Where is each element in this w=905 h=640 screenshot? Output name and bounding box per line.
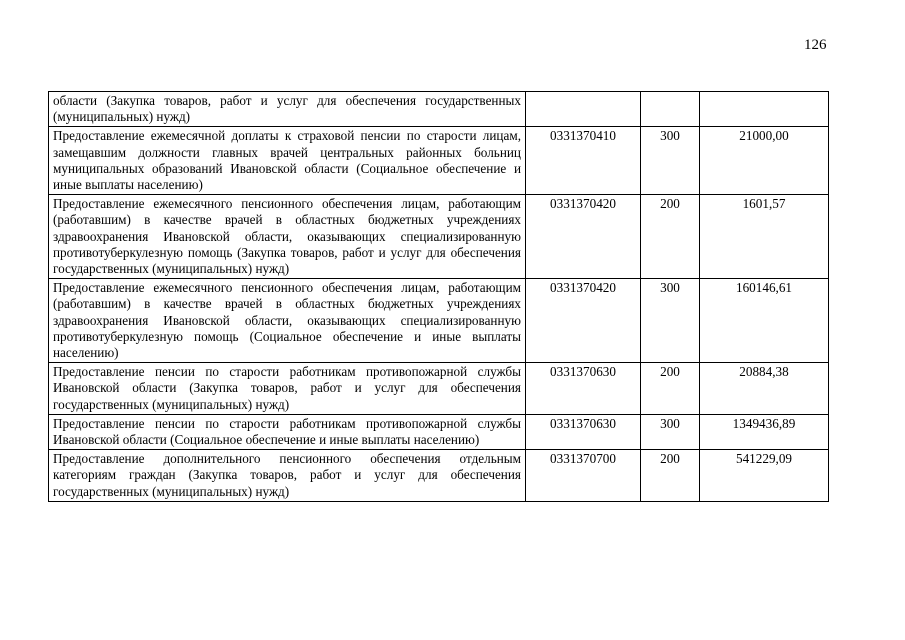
target-code-cell: 0331370410 (526, 127, 641, 195)
expense-name-cell: Предоставление ежемесячного пенсионного обеспечения лицам, работающим (работавшим) в качестве врачей в областных бюджетных учреждениях здравоохранения Ивановской области, оказывающих специализированную противотуберкулезную помощь (Закупка товаров, работ и услуг для обеспечения государственных (муниципальных) нужд) (49, 195, 526, 279)
target-code-cell: 0331370700 (526, 450, 641, 502)
expense-name-cell: Предоставление пенсии по старости работникам противопожарной службы Ивановской области (Социальное обеспечение и иные выплаты населению) (49, 414, 526, 449)
expense-type-cell (641, 92, 700, 127)
amount-cell: 541229,09 (700, 450, 829, 502)
target-code-cell: 0331370420 (526, 279, 641, 363)
amount-cell: 1349436,89 (700, 414, 829, 449)
target-code-cell: 0331370420 (526, 195, 641, 279)
amount-cell (700, 92, 829, 127)
expense-type-cell: 200 (641, 363, 700, 415)
expense-type-cell: 200 (641, 450, 700, 502)
target-code-cell: 0331370630 (526, 363, 641, 415)
amount-cell: 160146,61 (700, 279, 829, 363)
expense-type-cell: 300 (641, 414, 700, 449)
table-row (49, 195, 829, 279)
amount-cell: 20884,38 (700, 363, 829, 415)
table-row (49, 127, 829, 195)
expense-name-cell: Предоставление дополнительного пенсионного обеспечения отдельным категориям граждан (Закупка товаров, работ и услуг для обеспечения государственных (муниципальных) нужд) (49, 450, 526, 502)
budget-table-body (49, 92, 829, 502)
expense-name-cell: области (Закупка товаров, работ и услуг для обеспечения государственных (муниципальных) нужд) (49, 92, 526, 127)
expense-type-cell: 300 (641, 127, 700, 195)
table-row (49, 279, 829, 363)
amount-cell: 1601,57 (700, 195, 829, 279)
table-row (49, 92, 829, 127)
expense-type-cell: 300 (641, 279, 700, 363)
expense-name-cell: Предоставление ежемесячной доплаты к страховой пенсии по старости лицам, замещавшим должности главных врачей центральных районных больниц муниципальных образований Ивановской области (Социальное обеспечение и иные выплаты населению) (49, 127, 526, 195)
budget-table (48, 91, 829, 502)
expense-type-cell: 200 (641, 195, 700, 279)
table-row (49, 450, 829, 502)
table-row (49, 363, 829, 415)
amount-cell: 21000,00 (700, 127, 829, 195)
target-code-cell: 0331370630 (526, 414, 641, 449)
expense-name-cell: Предоставление ежемесячного пенсионного обеспечения лицам, работающим (работавшим) в качестве врачей в областных бюджетных учреждениях здравоохранения Ивановской области, оказывающих специализированную противотуберкулезную помощь (Социальное обеспечение и иные выплаты населению) (49, 279, 526, 363)
expense-name-cell: Предоставление пенсии по старости работникам противопожарной службы Ивановской области (Закупка товаров, работ и услуг для обеспечения государственных (муниципальных) нужд) (49, 363, 526, 415)
page-number: 126 (804, 37, 827, 53)
target-code-cell (526, 92, 641, 127)
table-row (49, 414, 829, 449)
